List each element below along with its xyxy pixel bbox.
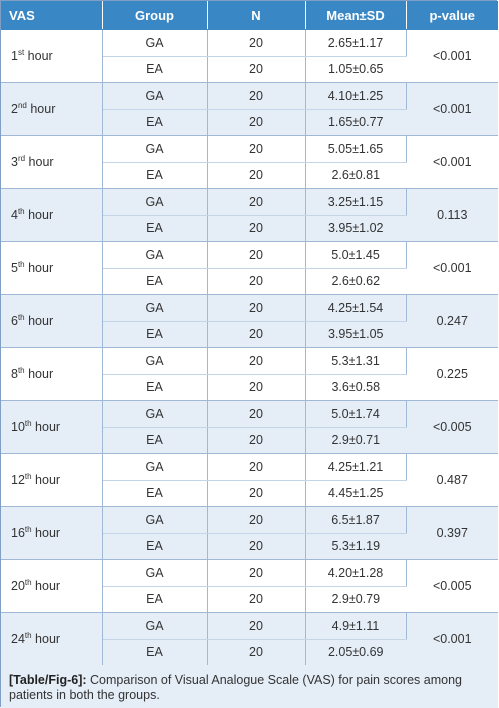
n-cell: 20: [207, 613, 305, 640]
n-cell: 20: [207, 83, 305, 110]
group-cell: EA: [102, 268, 207, 295]
header-mean-sd: Mean±SD: [305, 1, 406, 30]
hour-suffix: th: [17, 365, 25, 375]
p-value-cell: <0.001: [406, 613, 498, 666]
vas-hour-cell: [1, 189, 102, 242]
mean-sd-cell: 4.25±1.54: [305, 295, 406, 322]
hour-suffix: st: [17, 47, 25, 57]
n-cell: 20: [207, 454, 305, 481]
p-value-cell: 0.247: [406, 295, 498, 348]
p-value-cell: <0.005: [406, 401, 498, 454]
mean-sd-cell: 2.65±1.17: [305, 30, 406, 57]
mean-sd-cell: 2.6±0.81: [305, 162, 406, 189]
hour-number: 3: [11, 155, 18, 169]
n-cell: 20: [207, 295, 305, 322]
group-cell: EA: [102, 586, 207, 613]
hour-suffix: th: [17, 206, 25, 216]
p-value-cell: <0.001: [406, 136, 498, 189]
n-cell: 20: [207, 401, 305, 428]
n-cell: 20: [207, 639, 305, 666]
table-row: [1, 83, 498, 110]
hour-number: 4: [11, 208, 18, 222]
vas-hour-cell: [1, 560, 102, 613]
vas-hour-cell: [1, 613, 102, 666]
mean-sd-cell: 5.05±1.65: [305, 136, 406, 163]
mean-sd-cell: 1.65±0.77: [305, 109, 406, 136]
header-group: Group: [102, 1, 207, 30]
hour-number: 20: [11, 579, 25, 593]
caption-label: [Table/Fig-6]:: [9, 673, 87, 687]
mean-sd-cell: 2.05±0.69: [305, 639, 406, 666]
n-cell: 20: [207, 348, 305, 375]
group-cell: GA: [102, 295, 207, 322]
n-cell: 20: [207, 321, 305, 348]
table-row: [1, 613, 498, 640]
table-row: [1, 401, 498, 428]
hour-word: hour: [31, 420, 61, 434]
group-cell: EA: [102, 215, 207, 242]
group-cell: EA: [102, 374, 207, 401]
table-row: [1, 136, 498, 163]
header-p-value: p-value: [406, 1, 498, 30]
header-row: [1, 1, 498, 30]
group-cell: GA: [102, 30, 207, 57]
hour-word: hour: [24, 367, 54, 381]
vas-hour-cell: [1, 454, 102, 507]
mean-sd-cell: 5.0±1.45: [305, 242, 406, 269]
header-n: N: [207, 1, 305, 30]
group-cell: GA: [102, 348, 207, 375]
group-cell: GA: [102, 401, 207, 428]
mean-sd-cell: 3.95±1.02: [305, 215, 406, 242]
group-cell: EA: [102, 321, 207, 348]
hour-word: hour: [31, 473, 61, 487]
n-cell: 20: [207, 268, 305, 295]
table-row: [1, 560, 498, 587]
hour-suffix: th: [24, 577, 32, 587]
mean-sd-cell: 2.9±0.79: [305, 586, 406, 613]
group-cell: GA: [102, 454, 207, 481]
hour-suffix: th: [24, 471, 32, 481]
p-value-cell: <0.005: [406, 560, 498, 613]
hour-word: hour: [31, 579, 61, 593]
n-cell: 20: [207, 560, 305, 587]
table-row: [1, 30, 498, 57]
n-cell: 20: [207, 374, 305, 401]
hour-word: hour: [26, 102, 56, 116]
mean-sd-cell: 5.0±1.74: [305, 401, 406, 428]
p-value-cell: 0.487: [406, 454, 498, 507]
mean-sd-cell: 2.6±0.62: [305, 268, 406, 295]
table-row: [1, 295, 498, 322]
n-cell: 20: [207, 162, 305, 189]
n-cell: 20: [207, 480, 305, 507]
p-value-cell: <0.001: [406, 83, 498, 136]
header-vas: VAS: [1, 1, 102, 30]
group-cell: EA: [102, 639, 207, 666]
mean-sd-cell: 5.3±1.19: [305, 533, 406, 560]
hour-word: hour: [24, 314, 54, 328]
vas-hour-cell: [1, 295, 102, 348]
n-cell: 20: [207, 533, 305, 560]
table-row: [1, 454, 498, 481]
vas-hour-cell: [1, 507, 102, 560]
vas-table: [1, 1, 498, 666]
hour-number: 6: [11, 314, 18, 328]
hour-suffix: th: [24, 630, 32, 640]
mean-sd-cell: 1.05±0.65: [305, 56, 406, 83]
n-cell: 20: [207, 109, 305, 136]
p-value-cell: <0.001: [406, 242, 498, 295]
mean-sd-cell: 2.9±0.71: [305, 427, 406, 454]
mean-sd-cell: 4.45±1.25: [305, 480, 406, 507]
hour-suffix: th: [24, 418, 32, 428]
hour-number: 1: [11, 49, 18, 63]
n-cell: 20: [207, 30, 305, 57]
hour-word: hour: [31, 526, 61, 540]
vas-hour-cell: [1, 348, 102, 401]
mean-sd-cell: 3.95±1.05: [305, 321, 406, 348]
mean-sd-cell: 4.20±1.28: [305, 560, 406, 587]
group-cell: EA: [102, 56, 207, 83]
group-cell: GA: [102, 507, 207, 534]
group-cell: GA: [102, 83, 207, 110]
mean-sd-cell: 4.9±1.11: [305, 613, 406, 640]
n-cell: 20: [207, 136, 305, 163]
hour-word: hour: [24, 261, 54, 275]
hour-suffix: th: [24, 524, 32, 534]
hour-number: 2: [11, 102, 18, 116]
n-cell: 20: [207, 215, 305, 242]
group-cell: EA: [102, 109, 207, 136]
hour-suffix: rd: [17, 153, 26, 163]
hour-word: hour: [24, 208, 54, 222]
hour-word: hour: [24, 49, 53, 63]
mean-sd-cell: 3.25±1.15: [305, 189, 406, 216]
hour-suffix: th: [17, 259, 25, 269]
hour-number: 10: [11, 420, 25, 434]
n-cell: 20: [207, 242, 305, 269]
group-cell: GA: [102, 242, 207, 269]
table-row: [1, 507, 498, 534]
vas-hour-cell: [1, 136, 102, 189]
p-value-cell: 0.397: [406, 507, 498, 560]
group-cell: EA: [102, 427, 207, 454]
vas-hour-cell: [1, 83, 102, 136]
n-cell: 20: [207, 427, 305, 454]
n-cell: 20: [207, 586, 305, 613]
hour-number: 24: [11, 632, 25, 646]
vas-hour-cell: [1, 401, 102, 454]
hour-number: 8: [11, 367, 18, 381]
vas-hour-cell: [1, 30, 102, 83]
group-cell: EA: [102, 480, 207, 507]
p-value-cell: 0.113: [406, 189, 498, 242]
p-value-cell: 0.225: [406, 348, 498, 401]
group-cell: EA: [102, 533, 207, 560]
hour-suffix: th: [17, 312, 25, 322]
n-cell: 20: [207, 56, 305, 83]
hour-number: 5: [11, 261, 18, 275]
group-cell: EA: [102, 162, 207, 189]
hour-word: hour: [25, 155, 54, 169]
group-cell: GA: [102, 189, 207, 216]
vas-hour-cell: [1, 242, 102, 295]
hour-number: 16: [11, 526, 25, 540]
table-row: [1, 348, 498, 375]
mean-sd-cell: 4.25±1.21: [305, 454, 406, 481]
caption-text: Comparison of Visual Analogue Scale (VAS) for pain scores among patients in both the groups.: [9, 673, 462, 702]
hour-number: 12: [11, 473, 25, 487]
mean-sd-cell: 6.5±1.87: [305, 507, 406, 534]
mean-sd-cell: 3.6±0.58: [305, 374, 406, 401]
table-row: [1, 189, 498, 216]
n-cell: 20: [207, 507, 305, 534]
group-cell: GA: [102, 613, 207, 640]
p-value-cell: <0.001: [406, 30, 498, 83]
hour-suffix: nd: [17, 100, 27, 110]
mean-sd-cell: 4.10±1.25: [305, 83, 406, 110]
table-caption: [1, 665, 498, 708]
hour-word: hour: [31, 632, 61, 646]
table-row: [1, 242, 498, 269]
n-cell: 20: [207, 189, 305, 216]
group-cell: GA: [102, 560, 207, 587]
mean-sd-cell: 5.3±1.31: [305, 348, 406, 375]
table-body: [1, 30, 498, 666]
group-cell: GA: [102, 136, 207, 163]
